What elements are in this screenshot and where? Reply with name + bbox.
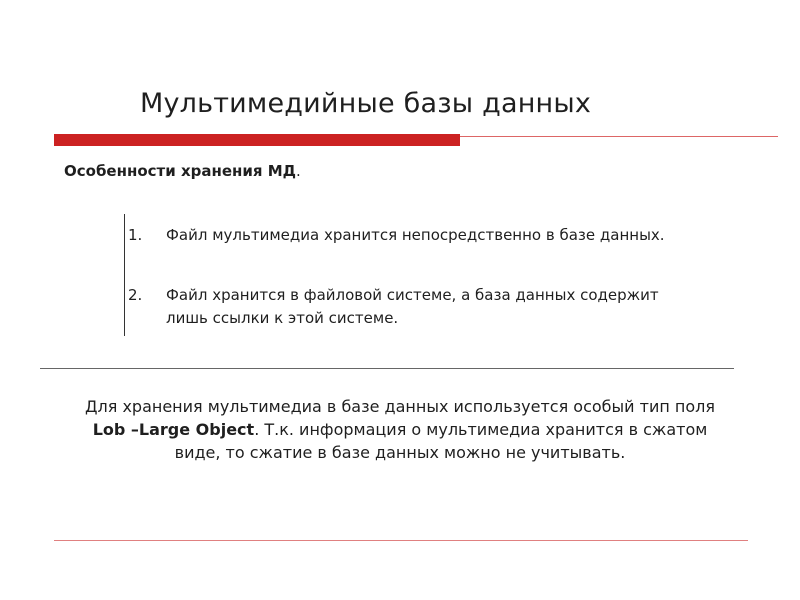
bottom-divider bbox=[54, 540, 748, 541]
list-item-text: Файл хранится в файловой системе, а база данных содержит лишь ссылки к этой системе. bbox=[166, 286, 659, 327]
subtitle-suffix: . bbox=[296, 162, 301, 180]
slide-title: Мультимедийные базы данных bbox=[140, 88, 592, 119]
subtitle-bold: Особенности хранения МД bbox=[64, 162, 297, 180]
list-left-rule bbox=[124, 214, 125, 336]
section-subtitle bbox=[64, 162, 301, 180]
list-item-text: Файл мультимедиа хранится непосредственно в базе данных. bbox=[166, 226, 665, 244]
title-accent-bar bbox=[54, 134, 460, 146]
section-divider bbox=[40, 368, 734, 369]
body-paragraph bbox=[80, 395, 720, 464]
list-item-number: 1. bbox=[128, 226, 143, 244]
title-underline bbox=[460, 136, 778, 137]
body-text-part1: Для хранения мультимедиа в базе данных используется особый тип поля bbox=[85, 397, 715, 416]
body-text-bold: Lob –Large Object bbox=[92, 420, 255, 439]
list-item-number: 2. bbox=[128, 286, 143, 304]
body-text-part2: . Т.к. информация о мультимедиа хранится в сжатом виде, то сжатие в базе данных можно не учитывать. bbox=[174, 420, 708, 462]
